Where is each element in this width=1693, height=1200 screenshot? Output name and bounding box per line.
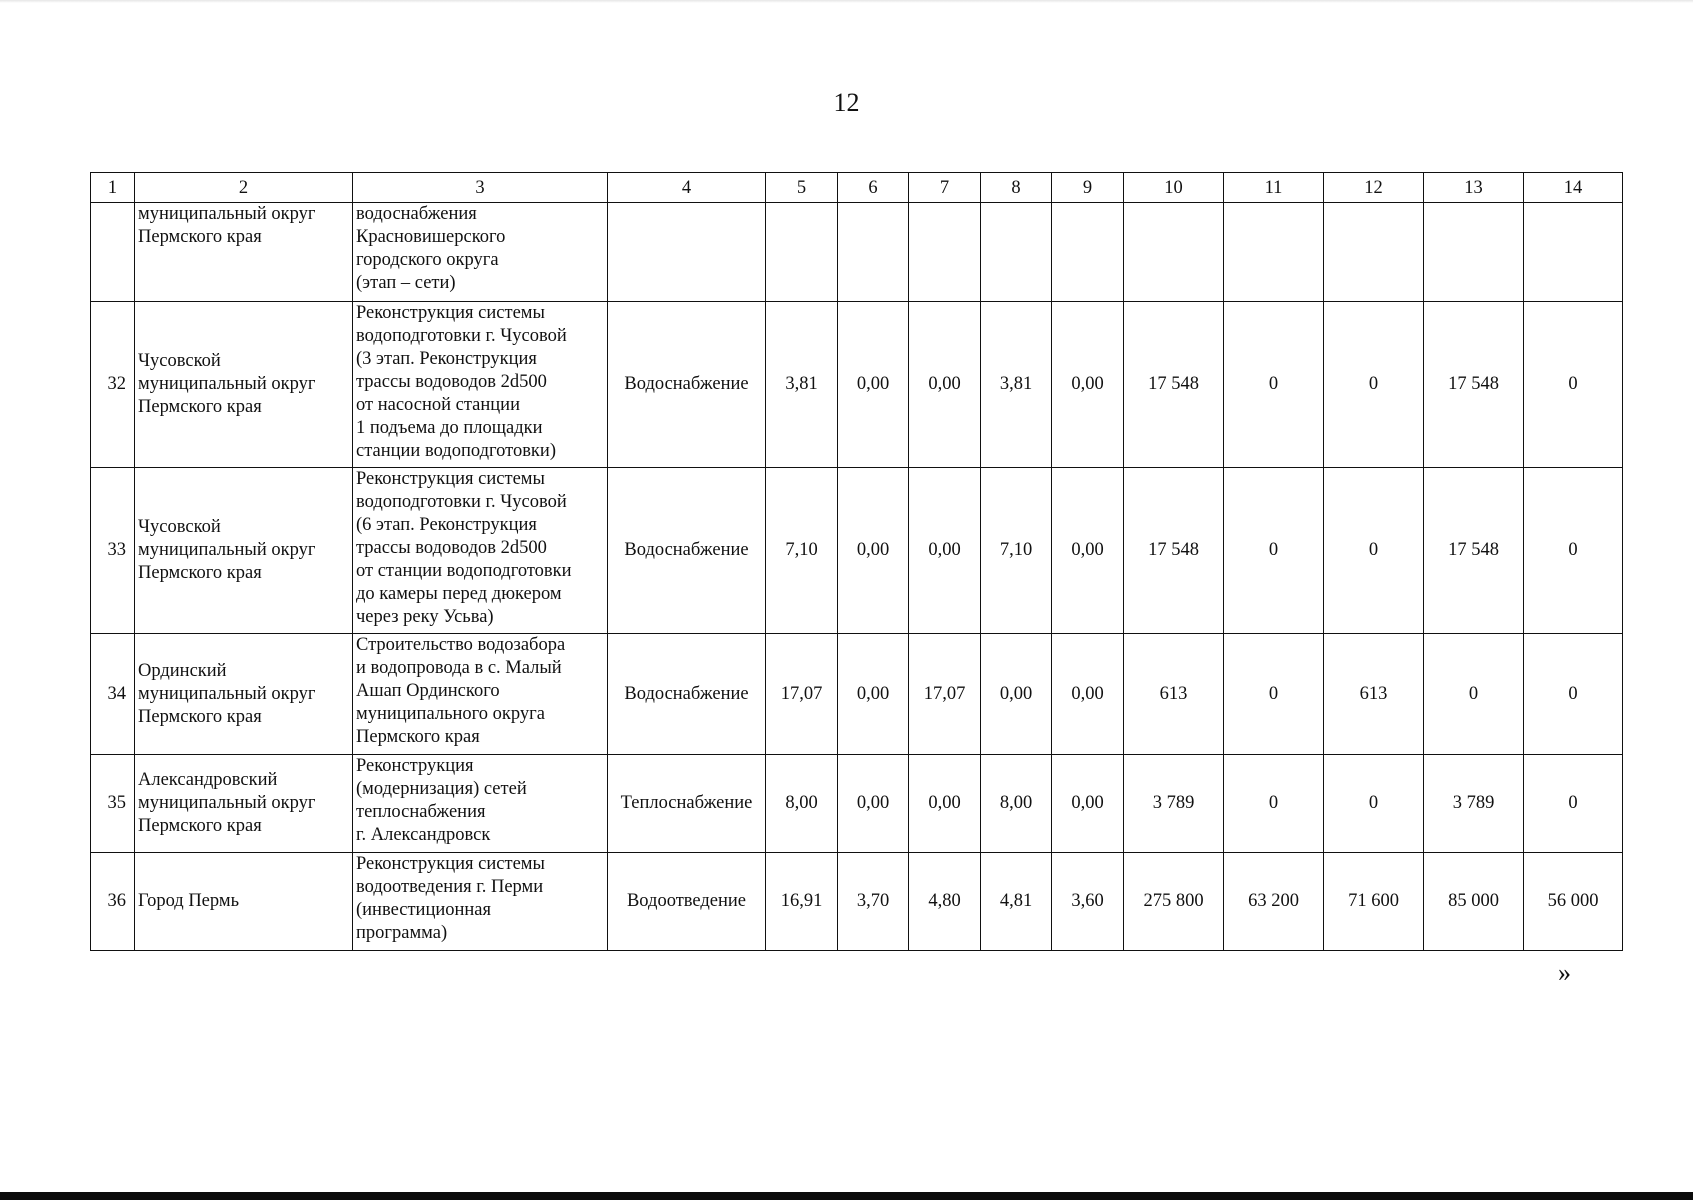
value-cell: 0 xyxy=(1324,755,1424,853)
value-cell: 17 548 xyxy=(1424,468,1524,634)
value-cell: 613 xyxy=(1324,634,1424,755)
value-cell: 4,81 xyxy=(981,853,1052,951)
utility-type-cell: Водоотведение xyxy=(608,853,766,951)
column-number: 3 xyxy=(353,173,608,203)
value-cell: 0,00 xyxy=(838,634,909,755)
value-cell xyxy=(909,203,981,302)
value-cell: 7,10 xyxy=(766,468,838,634)
row-number: 35 xyxy=(91,755,135,853)
value-cell: 3,60 xyxy=(1052,853,1124,951)
row-number: 36 xyxy=(91,853,135,951)
value-cell: 7,10 xyxy=(981,468,1052,634)
column-number: 4 xyxy=(608,173,766,203)
column-number: 1 xyxy=(91,173,135,203)
value-cell xyxy=(1524,203,1623,302)
table-row xyxy=(91,853,1623,951)
utility-type-cell: Водоснабжение xyxy=(608,302,766,468)
value-cell: 0,00 xyxy=(909,468,981,634)
value-cell: 0,00 xyxy=(838,302,909,468)
project-cell: Реконструкция системы водоотведения г. Перми (инвестиционная программа) xyxy=(353,853,608,951)
closing-quote-mark: » xyxy=(1558,958,1571,987)
value-cell: 0 xyxy=(1524,755,1623,853)
data-table xyxy=(90,172,1623,951)
scan-edge-top xyxy=(0,0,1693,3)
utility-type-cell: Теплоснабжение xyxy=(608,755,766,853)
value-cell: 16,91 xyxy=(766,853,838,951)
scan-edge-bottom xyxy=(0,1192,1693,1200)
value-cell: 0 xyxy=(1524,634,1623,755)
table-row-continuation xyxy=(91,203,1623,302)
value-cell: 275 800 xyxy=(1124,853,1224,951)
value-cell: 3 789 xyxy=(1424,755,1524,853)
row-number: 32 xyxy=(91,302,135,468)
value-cell: 0,00 xyxy=(838,755,909,853)
district-cell: Чусовской муниципальный округ Пермского края xyxy=(135,302,353,468)
column-number: 11 xyxy=(1224,173,1324,203)
value-cell xyxy=(1124,203,1224,302)
value-cell: 0,00 xyxy=(981,634,1052,755)
page-number: 12 xyxy=(833,88,860,117)
value-cell: 85 000 xyxy=(1424,853,1524,951)
value-cell: 0,00 xyxy=(909,302,981,468)
value-cell: 17,07 xyxy=(909,634,981,755)
value-cell: 0 xyxy=(1524,468,1623,634)
value-cell xyxy=(1324,203,1424,302)
value-cell: 0,00 xyxy=(1052,468,1124,634)
value-cell: 0 xyxy=(1224,755,1324,853)
column-number-row xyxy=(91,173,1623,203)
column-number: 2 xyxy=(135,173,353,203)
value-cell: 3,81 xyxy=(766,302,838,468)
utility-type-cell xyxy=(608,203,766,302)
district-cell: Город Пермь xyxy=(135,853,353,951)
value-cell: 0 xyxy=(1424,634,1524,755)
district-cell: муниципальный округ Пермского края xyxy=(135,203,353,302)
district-cell: Александровский муниципальный округ Пермского края xyxy=(135,755,353,853)
table-row xyxy=(91,302,1623,468)
column-number: 12 xyxy=(1324,173,1424,203)
district-cell: Ординский муниципальный округ Пермского края xyxy=(135,634,353,755)
value-cell xyxy=(981,203,1052,302)
value-cell: 8,00 xyxy=(981,755,1052,853)
table-row xyxy=(91,468,1623,634)
value-cell: 0 xyxy=(1224,634,1324,755)
value-cell: 0 xyxy=(1224,302,1324,468)
column-number: 6 xyxy=(838,173,909,203)
project-cell: водоснабжения Красновишерского городского округа (этап – сети) xyxy=(353,203,608,302)
value-cell: 63 200 xyxy=(1224,853,1324,951)
value-cell: 0 xyxy=(1324,468,1424,634)
value-cell: 56 000 xyxy=(1524,853,1623,951)
value-cell xyxy=(1224,203,1324,302)
value-cell: 0,00 xyxy=(909,755,981,853)
value-cell xyxy=(1052,203,1124,302)
column-number: 13 xyxy=(1424,173,1524,203)
project-cell: Реконструкция (модернизация) сетей теплоснабжения г. Александровск xyxy=(353,755,608,853)
project-cell: Реконструкция системы водоподготовки г. Чусовой (3 этап. Реконструкция трассы водоводов 2d500 от насосной станции 1 подъема до площадки станции водоподготовки) xyxy=(353,302,608,468)
value-cell: 17 548 xyxy=(1124,302,1224,468)
value-cell: 17,07 xyxy=(766,634,838,755)
column-number: 10 xyxy=(1124,173,1224,203)
column-number: 7 xyxy=(909,173,981,203)
row-number: 33 xyxy=(91,468,135,634)
value-cell: 0,00 xyxy=(1052,634,1124,755)
utility-type-cell: Водоснабжение xyxy=(608,634,766,755)
row-number: 34 xyxy=(91,634,135,755)
value-cell xyxy=(838,203,909,302)
value-cell xyxy=(766,203,838,302)
value-cell: 0,00 xyxy=(1052,302,1124,468)
table-row xyxy=(91,634,1623,755)
value-cell: 0 xyxy=(1324,302,1424,468)
project-cell: Реконструкция системы водоподготовки г. Чусовой (6 этап. Реконструкция трассы водоводов 2d500 от станции водоподготовки до камеры перед дюкером через реку Усьва) xyxy=(353,468,608,634)
column-number: 8 xyxy=(981,173,1052,203)
project-cell: Строительство водозабора и водопровода в с. Малый Ашап Ординского муниципального округа Пермского края xyxy=(353,634,608,755)
value-cell: 0 xyxy=(1524,302,1623,468)
value-cell: 0,00 xyxy=(1052,755,1124,853)
value-cell: 3,81 xyxy=(981,302,1052,468)
value-cell: 0 xyxy=(1224,468,1324,634)
column-number: 5 xyxy=(766,173,838,203)
row-number xyxy=(91,203,135,302)
value-cell: 613 xyxy=(1124,634,1224,755)
value-cell: 0,00 xyxy=(838,468,909,634)
value-cell xyxy=(1424,203,1524,302)
district-cell: Чусовской муниципальный округ Пермского края xyxy=(135,468,353,634)
value-cell: 17 548 xyxy=(1424,302,1524,468)
column-number: 9 xyxy=(1052,173,1124,203)
value-cell: 8,00 xyxy=(766,755,838,853)
value-cell: 3 789 xyxy=(1124,755,1224,853)
value-cell: 4,80 xyxy=(909,853,981,951)
utility-type-cell: Водоснабжение xyxy=(608,468,766,634)
value-cell: 71 600 xyxy=(1324,853,1424,951)
table-row xyxy=(91,755,1623,853)
value-cell: 3,70 xyxy=(838,853,909,951)
value-cell: 17 548 xyxy=(1124,468,1224,634)
column-number: 14 xyxy=(1524,173,1623,203)
